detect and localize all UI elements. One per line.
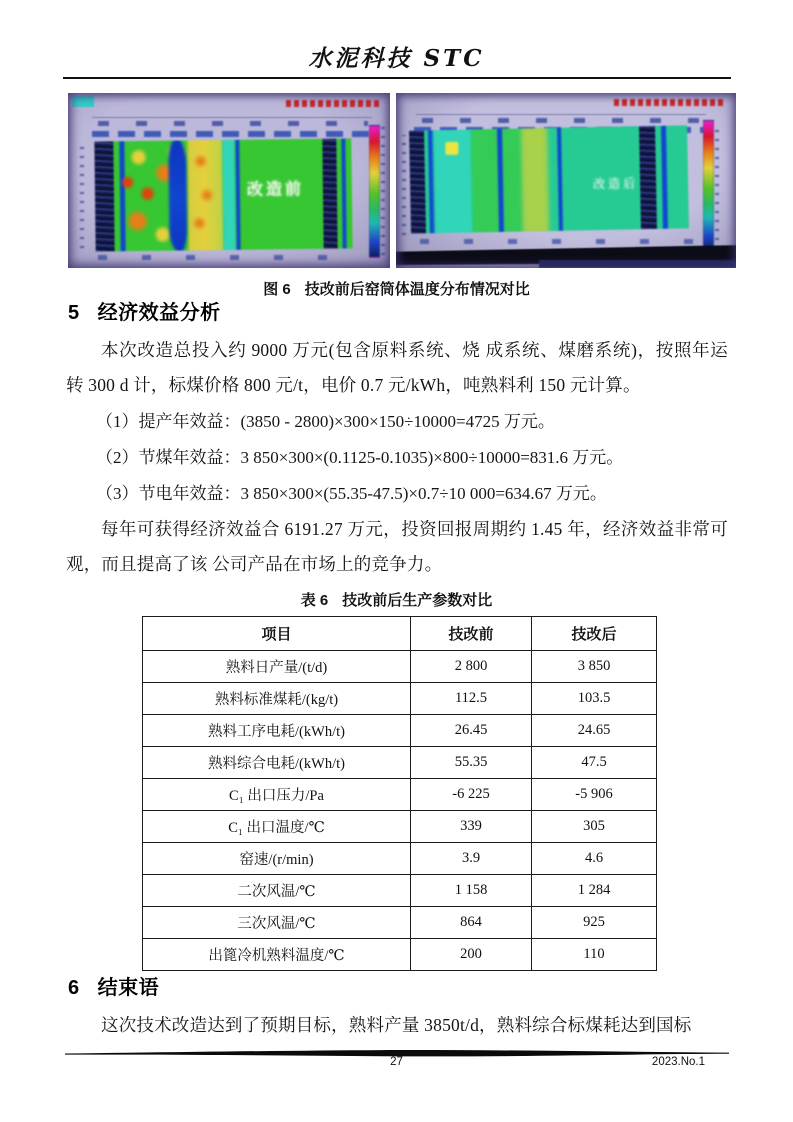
table-row (143, 875, 657, 907)
value-before: 339 (411, 811, 532, 843)
photo-vignette (68, 93, 390, 268)
col-header-item: 项目 (143, 617, 411, 651)
value-before: 1 158 (411, 875, 532, 907)
value-after: 4.6 (532, 843, 657, 875)
paragraph: 本次改造总投入约 9000 万元(包含原料系统、烧 成系统、煤磨系统)，按照年运转 300 d 计，标煤价格 800 元/t，电价 0.7 元/kWh，吨熟料利 150 元计算。 (66, 340, 728, 395)
benefit-item-2: （2）节煤年效益：3 850×300×(0.1125-0.1035)×800÷10000=831.6 万元。 (96, 448, 624, 467)
value-after: -5 906 (532, 779, 657, 811)
param-name: 窑速/(r/min) (143, 843, 411, 875)
value-after: 24.65 (532, 715, 657, 747)
value-after: 47.5 (532, 747, 657, 779)
paragraph: 这次技术改造达到了预期目标，熟料产量 3850t/d，熟料综合标煤耗达到国标 (101, 1015, 692, 1035)
param-name: 熟料日产量/(t/d) (143, 651, 411, 683)
value-after: 305 (532, 811, 657, 843)
value-after: 3 850 (532, 651, 657, 683)
table-row (143, 747, 657, 779)
param-name: 熟料综合电耗/(kWh/t) (143, 747, 411, 779)
section-5-heading (68, 296, 221, 325)
value-before: 3.9 (411, 843, 532, 875)
overlay-label-after: 改造后 (592, 176, 639, 192)
table-number: 表 6 (300, 592, 329, 609)
value-before: 2 800 (411, 651, 532, 683)
param-name: 三次风温/℃ (143, 907, 411, 939)
section-number: 5 (68, 302, 80, 324)
section-number: 6 (68, 977, 80, 999)
table-row (143, 715, 657, 747)
thermal-photo-after (396, 93, 736, 268)
param-name: 熟料标准煤耗/(kg/t) (143, 683, 411, 715)
value-before: 112.5 (411, 683, 532, 715)
issue-number: 2023.No.1 (651, 1056, 705, 1068)
paragraph: 每年可获得经济效益合 6191.27 万元，投资回报周期约 1.45 年，经济效益非常可观，而且提高了该 公司产品在市场上的竞争力。 (66, 519, 728, 574)
table-row (143, 811, 657, 843)
production-parameters-table (142, 616, 657, 971)
figure-caption-text: 技改前后窑筒体温度分布情况对比 (304, 281, 530, 298)
benefit-item-3: （3）节电年效益：3 850×300×(55.35-47.5)×0.7÷10 000=634.67 万元。 (96, 484, 607, 503)
value-before: 55.35 (411, 747, 532, 779)
table-row (143, 907, 657, 939)
table-row (143, 843, 657, 875)
value-before: 26.45 (411, 715, 532, 747)
value-before: 864 (411, 907, 532, 939)
table-caption-text: 技改前后生产参数对比 (342, 592, 493, 609)
section-6-heading (68, 971, 159, 1000)
value-after: 1 284 (532, 875, 657, 907)
table-row (143, 683, 657, 715)
col-header-after: 技改后 (532, 617, 657, 651)
figure-number: 图 6 (263, 281, 291, 298)
param-name: 出篦冷机熟料温度/℃ (143, 939, 411, 971)
header-rule (63, 77, 731, 79)
table-caption (0, 589, 793, 610)
figure-6-photos (68, 93, 736, 268)
value-before: -6 225 (411, 779, 532, 811)
value-after: 103.5 (532, 683, 657, 715)
param-name: 熟料工序电耗/(kWh/t) (143, 715, 411, 747)
value-after: 925 (532, 907, 657, 939)
param-name: C₁ 出口压力/Pa (143, 779, 411, 811)
section-title: 结束语 (97, 977, 160, 999)
param-name: 二次风温/℃ (143, 875, 411, 907)
photo-vignette (396, 93, 736, 268)
page-number: 27 (390, 1056, 403, 1068)
value-before: 200 (411, 939, 532, 971)
benefit-item-1: （1）提产年效益：(3850 - 2800)×300×150÷10000=4725 万元。 (96, 412, 555, 431)
param-name: C₁ 出口温度/℃ (143, 811, 411, 843)
benefit-items (96, 404, 728, 512)
table-row (143, 651, 657, 683)
table-row (143, 779, 657, 811)
section-title: 经济效益分析 (97, 302, 221, 324)
table-header-row (143, 617, 657, 651)
overlay-label-before: 改造前 (246, 181, 305, 199)
thermal-photo-before (68, 93, 390, 268)
value-after: 110 (532, 939, 657, 971)
table-row (143, 939, 657, 971)
journal-title: 水泥科技 STC (308, 45, 485, 72)
col-header-before: 技改前 (411, 617, 532, 651)
